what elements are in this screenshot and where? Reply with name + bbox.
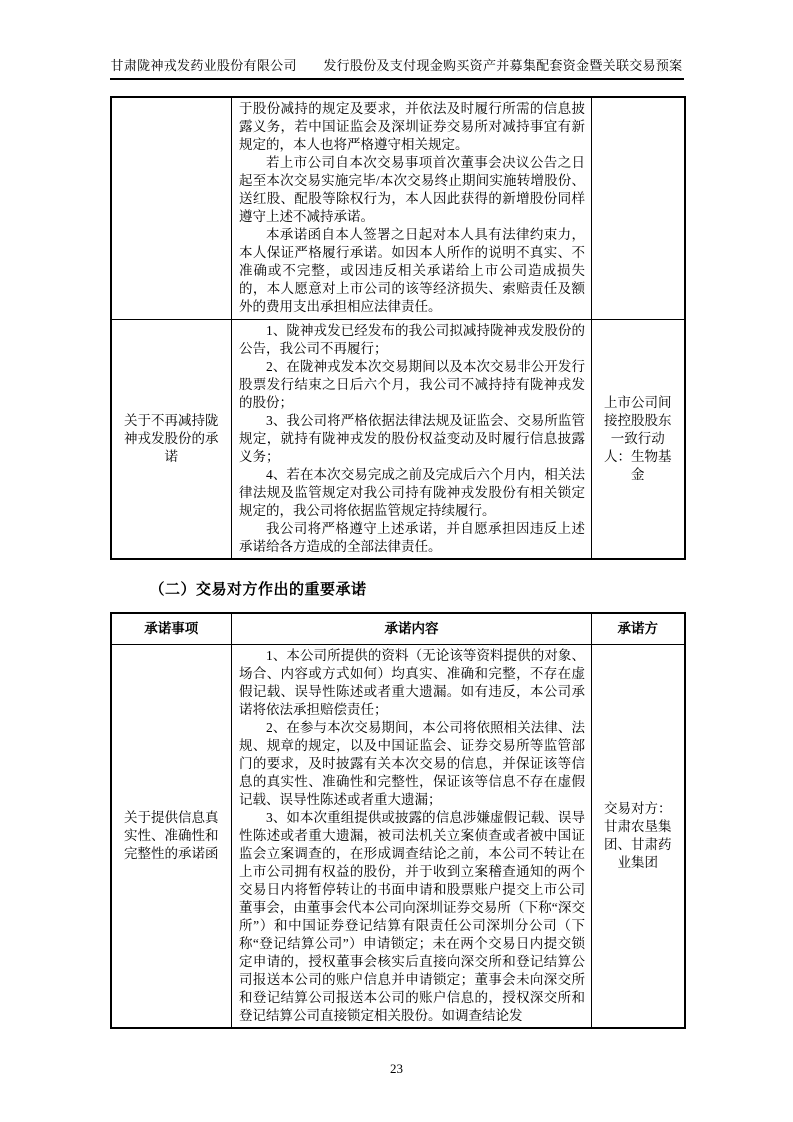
commitment-party-cell bbox=[592, 97, 685, 319]
commitment-content-cell bbox=[232, 97, 592, 319]
commitment-party-cell: 交易对方：甘肃农垦集团、甘肃药业集团 bbox=[592, 645, 685, 1029]
commitments-table-continued bbox=[110, 96, 686, 560]
paragraph: 2、在参与本次交易期间，本公司将依照相关法律、法规、规章的规定，以及中国证监会、证券交易所等监管部门的要求，及时披露有关本次交易的信息，并保证该等信息的真实性、准确性和完整性，保证该等信息不存在虚假记载、误导性陈述或者重大遗漏； bbox=[239, 720, 585, 807]
paragraph: 若上市公司自本次交易事项首次董事会决议公告之日起至本次交易实施完毕/本次交易终止期间实施转增股份、送红股、配股等除权行为，本人因此获得的新增股份同样遵守上述不减持承诺。 bbox=[239, 155, 585, 225]
table-row bbox=[111, 97, 685, 319]
paragraph: 我公司将严格遵守上述承诺，并自愿承担因违反上述承诺给各方造成的全部法律责任。 bbox=[239, 520, 585, 554]
commitment-item-cell bbox=[111, 97, 232, 319]
paragraph: 本承诺函自本人签署之日起对本人具有法律约束力，本人保证严格履行承诺。如因本人所作的说明不真实、不准确或不完整，或因违反相关承诺给上市公司造成损失的，本人愿意对上市公司的该等经济损失、索赔责任及额外的费用支出承担相应法律责任。 bbox=[239, 227, 585, 315]
paragraph: 3、我公司将严格依据法律法规及证监会、交易所监管规定，就持有陇神戎发的股份权益变动及时履行信息披露义务； bbox=[239, 412, 585, 464]
content-area bbox=[110, 55, 684, 1077]
commitment-item-cell: 关于提供信息真实性、准确性和完整性的承诺函 bbox=[111, 645, 232, 1029]
commitment-item-cell: 关于不再减持陇神戎发股份的承诺 bbox=[111, 319, 232, 559]
column-header-content: 承诺内容 bbox=[232, 613, 592, 645]
paragraph: 1、本公司所提供的资料（无论该等资料提供的对象、场合、内容或方式如何）均真实、准确和完整，不存在虚假记载、误导性陈述或者重大遗漏。如有违反，本公司承诺将依法承担赔偿责任； bbox=[239, 648, 585, 717]
paragraph: 3、如本次重组提供或披露的信息涉嫌虚假记载、误导性陈述或者重大遗漏，被司法机关立案侦查或者被中国证监会立案调查的，在形成调查结论之前，本公司不转让在上市公司拥有权益的股份，并于收到立案稽查通知的两个交易日内将暂停转让的书面申请和股票账户提交上市公司董事会，由董事会代本公司向深圳证券交易所（下称“深交所”）和中国证券登记结算有限责任公司深圳分公司（下称“登记结算公司”）申请锁定；未在两个交易日内提交锁定申请的，授权董事会核实后直接向深交所和登记结算公司报送本公司的账户信息并申请锁定；董事会未向深交所和登记结算公司报送本公司的账户信息的，授权深交所和登记结算公司直接锁定相关股份。如调查结论发 bbox=[239, 810, 585, 1023]
section-heading: （二）交易对方作出的重要承诺 bbox=[149, 581, 367, 598]
paragraph: 于股份减持的规定及要求，并依法及时履行所需的信息披露义务，若中国证监会及深圳证券交易所对减持事宜有新规定的，本人也将严格遵守相关规定。 bbox=[239, 101, 585, 153]
table-row bbox=[111, 645, 685, 1029]
paragraph: 2、在陇神戎发本次交易期间以及本次交易非公开发行股票发行结束之日后六个月，我公司不减持持有陇神戎发的股份； bbox=[239, 358, 585, 410]
column-header-item: 承诺事项 bbox=[111, 613, 232, 645]
table-header-row bbox=[111, 613, 685, 645]
column-header-party: 承诺方 bbox=[592, 613, 685, 645]
commitment-content-cell bbox=[232, 645, 592, 1029]
counterparty-commitments-table bbox=[110, 612, 686, 1030]
table-row bbox=[111, 319, 685, 559]
paragraph: 1、陇神戎发已经发布的我公司拟减持陇神戎发股份的公告，我公司不再履行； bbox=[239, 322, 585, 356]
commitment-party-cell: 上市公司间接控股股东一致行动人：生物基金 bbox=[592, 319, 685, 559]
paragraph: 4、若在本次交易完成之前及完成后六个月内，相关法律法规及监管规定对我公司持有陇神戎发股份有相关锁定规定的，我公司将依据监管规定持续履行。 bbox=[239, 466, 585, 518]
commitment-content-cell bbox=[232, 319, 592, 559]
page-number: 23 bbox=[390, 1061, 403, 1076]
document-header-title: 甘肃陇神戎发药业股份有限公司 发行股份及支付现金购买资产并募集配套资金暨关联交易预案 bbox=[110, 55, 684, 80]
